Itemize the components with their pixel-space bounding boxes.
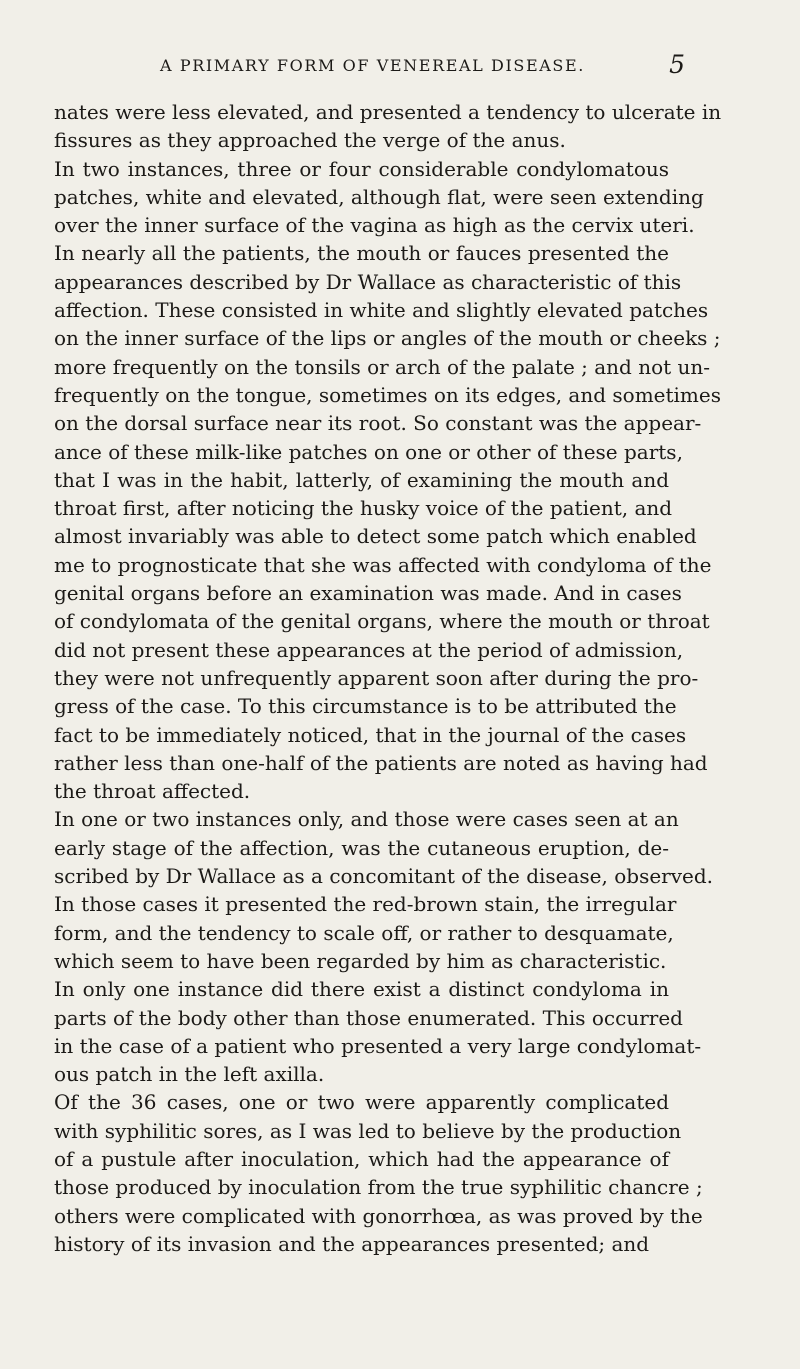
text-line: ous patch in the left axilla. xyxy=(54,1062,325,1087)
text-line: history of its invasion and the appearances presented; and xyxy=(54,1231,650,1256)
text-line: In only one instance did there exist a distinct condyloma in xyxy=(54,977,669,1002)
text-line: fact to be immediately noticed, that in the journal of the cases xyxy=(54,722,687,747)
text-line: that I was in the habit, latterly, of examining the mouth and xyxy=(54,467,669,492)
running-title: A PRIMARY FORM OF VENEREAL DISEASE. xyxy=(160,56,585,75)
text-line: of condylomata of the genital organs, where the mouth or throat xyxy=(54,609,710,634)
text-line: frequently on the tongue, sometimes on its edges, and sometimes xyxy=(54,382,721,407)
text-line: genital organs before an examination was made. And in cases xyxy=(54,581,682,606)
text-line: did not present these appearances at the period of admission, xyxy=(54,637,684,662)
text-line: more frequently on the tonsils or arch of the palate ; and not un- xyxy=(54,354,711,379)
text-line: In one or two instances only, and those were cases seen at an xyxy=(54,807,679,832)
page-number: 5 xyxy=(669,50,685,79)
text-line: ance of these milk-like patches on one or other of these parts, xyxy=(54,439,683,464)
text-line: form, and the tendency to scale off, or rather to desquamate, xyxy=(54,920,674,945)
text-line: early stage of the affection, was the cutaneous eruption, de- xyxy=(54,835,669,860)
text-line: parts of the body other than those enumerated. This occurred xyxy=(54,1005,683,1030)
text-line: nates were less elevated, and presented a tendency to ulcerate in xyxy=(54,100,722,124)
page-header xyxy=(90,52,685,82)
text-line: In those cases it presented the red-brown stain, the irregular xyxy=(54,892,677,917)
text-line: scribed by Dr Wallace as a concomitant of the disease, observed. xyxy=(54,864,714,889)
body-text xyxy=(54,98,722,1258)
text-line: In nearly all the patients, the mouth or fauces presented the xyxy=(54,241,669,266)
text-line: those produced by inoculation from the true syphilitic chancre ; xyxy=(54,1175,703,1200)
text-line: they were not unfrequently apparent soon after during the pro- xyxy=(54,665,699,690)
text-line: with syphilitic sores, as I was led to believe by the production xyxy=(54,1118,682,1143)
text-line: affection. These consisted in white and slightly elevated patches xyxy=(54,298,709,323)
text-line: Of the 36 cases, one or two were apparently complicated xyxy=(54,1090,669,1115)
text-line: gress of the case. To this circumstance is to be attributed the xyxy=(54,694,677,719)
text-line: appearances described by Dr Wallace as characteristic of this xyxy=(54,269,682,294)
text-line: In two instances, three or four considerable condylomatous xyxy=(54,156,669,181)
text-line: patches, white and elevated, although flat, were seen extending xyxy=(54,184,704,209)
text-line: in the case of a patient who presented a very large condylomat- xyxy=(54,1033,702,1058)
text-line: others were complicated with gonorrhœa, as was proved by the xyxy=(54,1203,703,1228)
text-line: throat first, after noticing the husky voice of the patient, and xyxy=(54,496,673,521)
text-line: of a pustule after inoculation, which had the appearance of xyxy=(54,1146,669,1171)
text-line: which seem to have been regarded by him as characteristic. xyxy=(54,948,667,973)
text-line: over the inner surface of the vagina as high as the cervix uteri. xyxy=(54,213,695,238)
text-line: fissures as they approached the verge of the anus. xyxy=(54,128,566,153)
text-line: on the inner surface of the lips or angles of the mouth or cheeks ; xyxy=(54,326,721,351)
text-line: rather less than one-half of the patients are noted as having had xyxy=(54,750,708,775)
text-line: the throat affected. xyxy=(54,779,251,804)
text-line: almost invariably was able to detect some patch which enabled xyxy=(54,524,697,549)
text-line: on the dorsal surface near its root. So constant was the appear- xyxy=(54,411,702,436)
text-line: me to prognosticate that she was affected with condyloma of the xyxy=(54,552,712,577)
